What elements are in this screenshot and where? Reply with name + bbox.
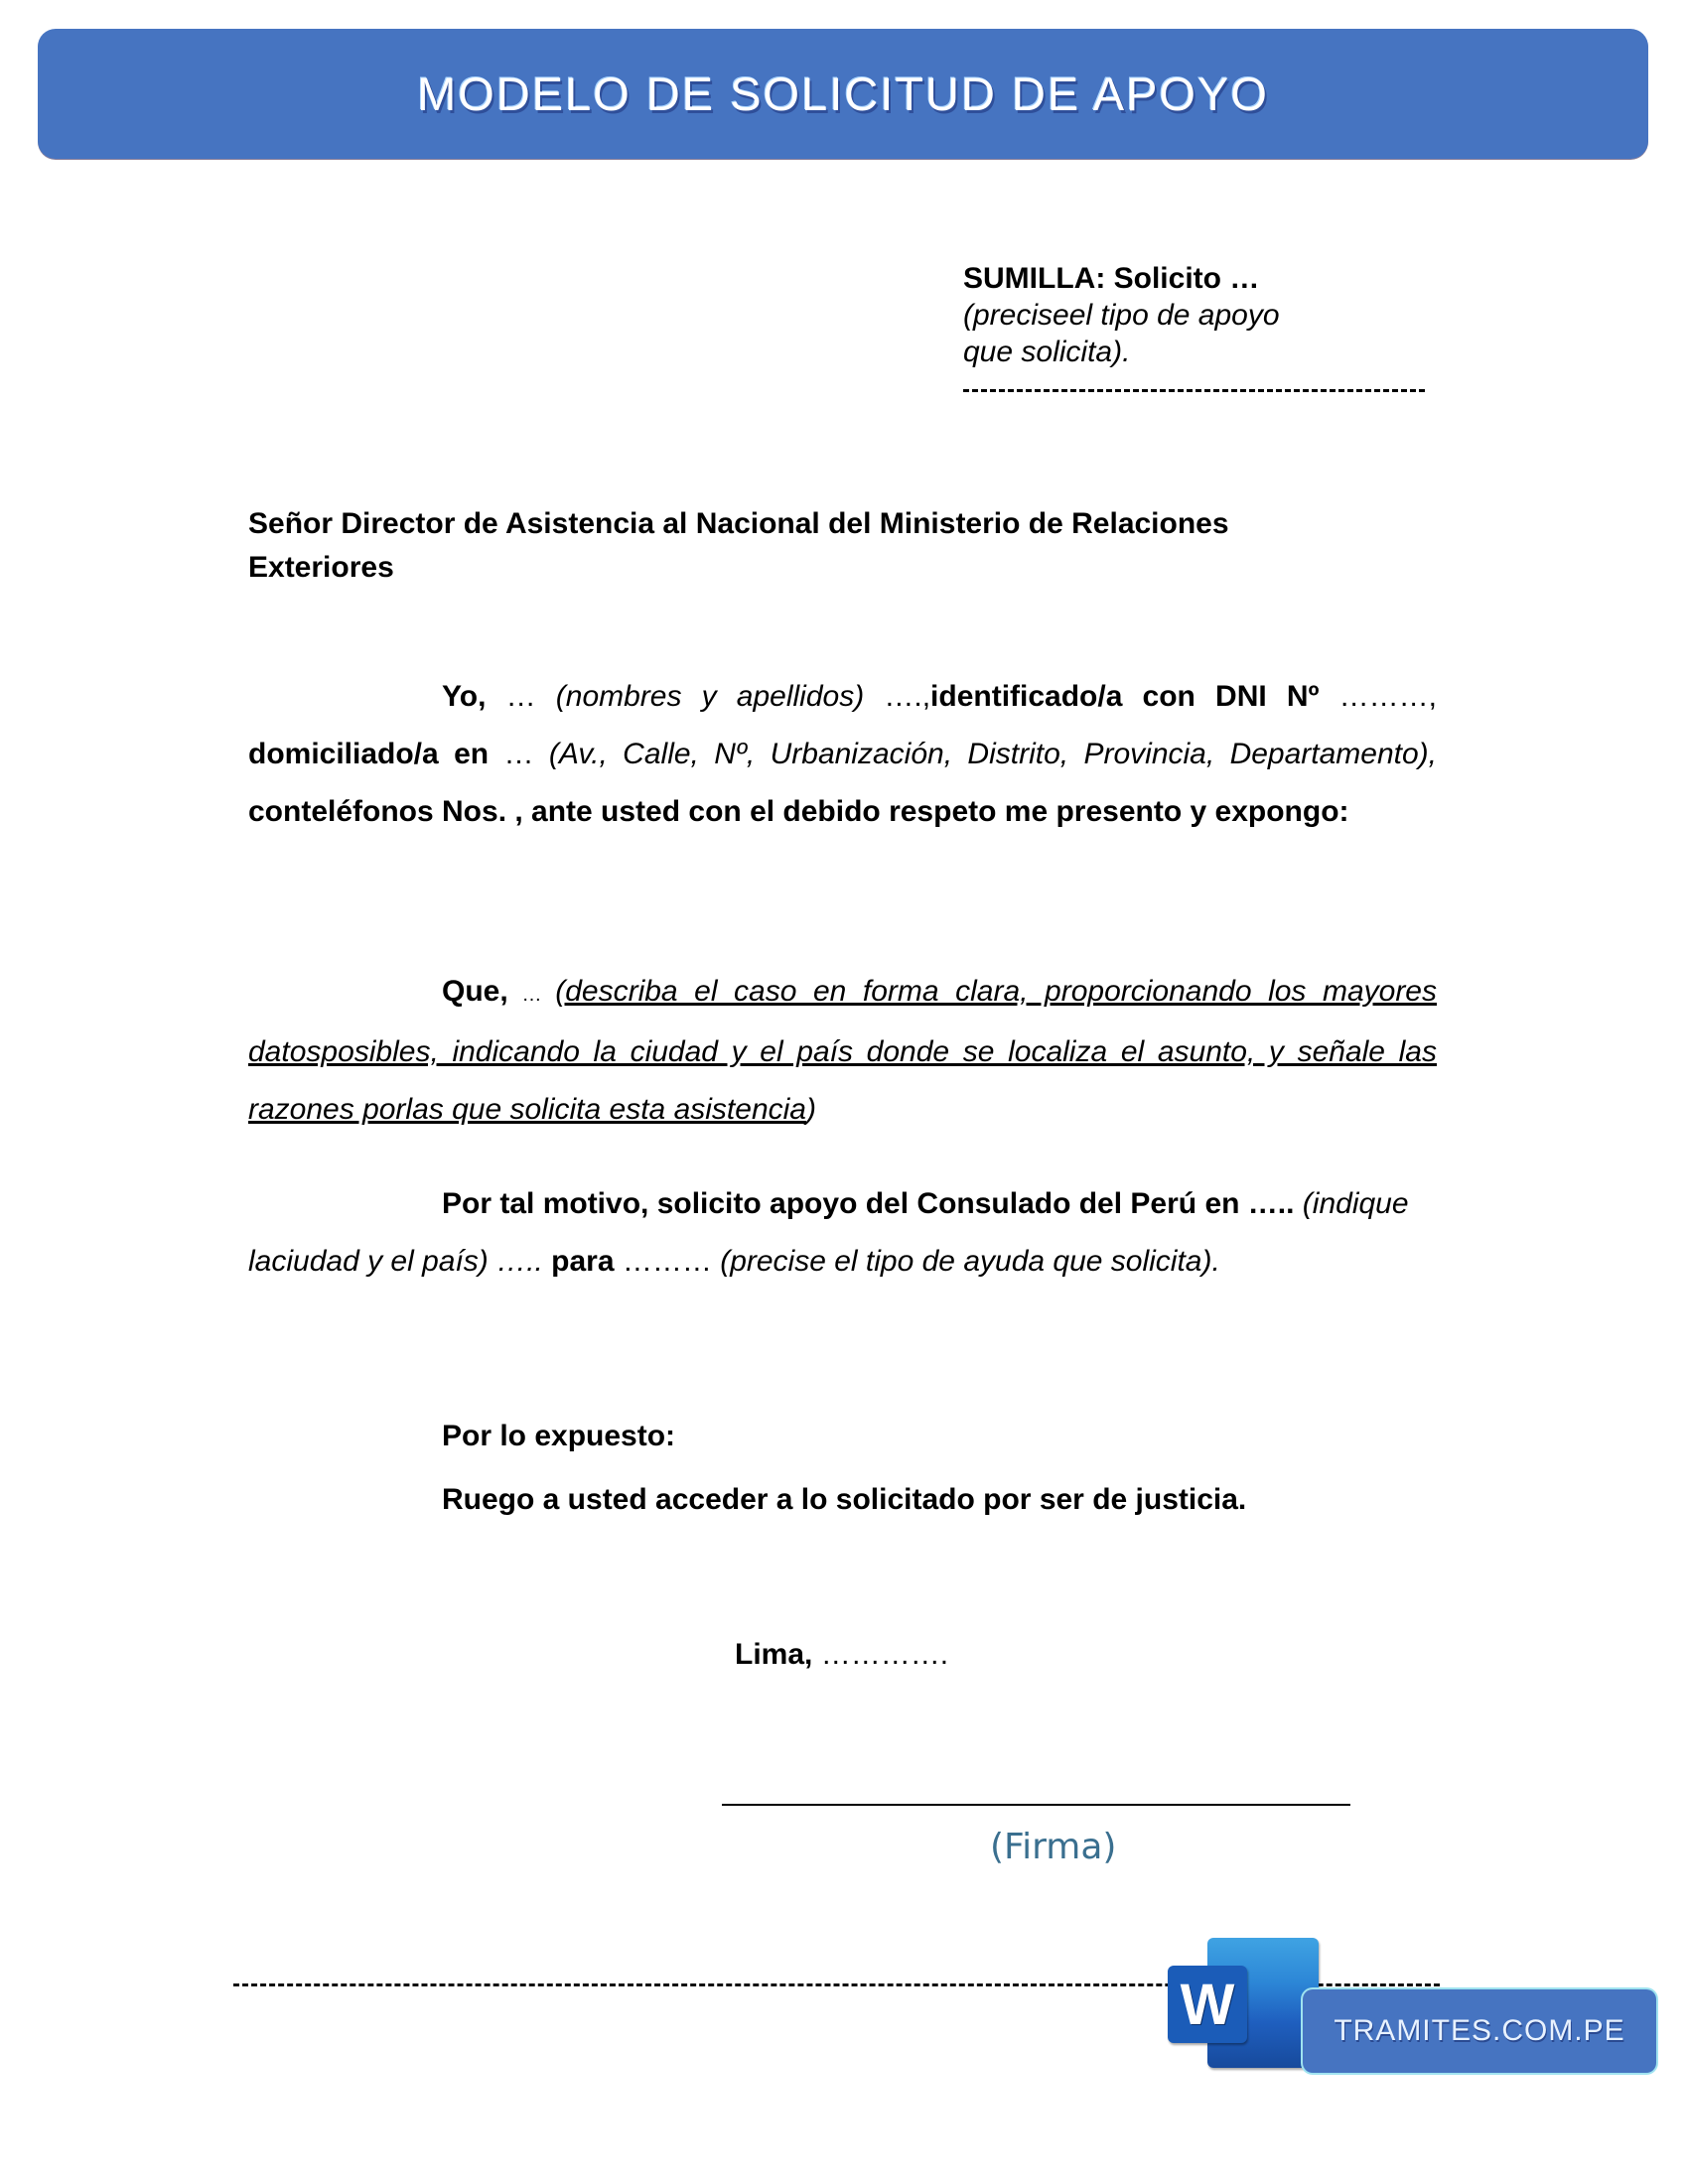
place-date [735, 1638, 948, 1672]
closing-line2: Ruego a usted acceder a lo solicitado por ser de justicia. [442, 1483, 1247, 1516]
addressee [248, 502, 1440, 590]
domicile-label: domiciliado/a en [248, 738, 490, 770]
paragraph-description [248, 963, 1437, 1139]
word-w-icon: W [1168, 1966, 1247, 2043]
document-title: MODELO DE SOLICITUD DE APOYO [417, 68, 1269, 120]
request-lead: Por tal motivo, solicito apoyo del Consulado del Perú en ….. [442, 1187, 1295, 1220]
paragraph-request [248, 1175, 1437, 1291]
sumilla-label: SUMILLA: Solicito … [963, 262, 1260, 295]
sumilla-dashed-rule [963, 389, 1425, 392]
type-placeholder: (precise el tipo de ayuda que solicita). [720, 1245, 1220, 1278]
date-placeholder: …………. [812, 1638, 949, 1671]
dots: …., [864, 680, 931, 713]
paragraph-identification [248, 668, 1437, 841]
tramites-badge[interactable] [1303, 1989, 1656, 2073]
dni-label: identificado/a con DNI Nº [930, 680, 1320, 713]
phones-text: conteléfonos Nos. , ante usted con el debido respeto me presento y expongo: [248, 795, 1349, 828]
dots: … [507, 984, 556, 1006]
addressee-line1: Señor Director de Asistencia al Nacional del Ministerio de Relaciones [248, 507, 1229, 540]
closing-line1: Por lo expuesto: [442, 1420, 676, 1452]
names-placeholder: (nombres y apellidos) [555, 680, 865, 713]
dots: ……… [614, 1245, 721, 1278]
city-label: Lima, [735, 1638, 813, 1671]
address-placeholder: (Av., Calle, Nº, Urbanización, Distrito, Provincia, Departamento), [548, 738, 1438, 770]
signature-label: (Firma) [990, 1827, 1117, 1867]
sumilla-block [963, 260, 1479, 370]
city-placeholder: (indique laciudad y el país) ….. [248, 1187, 1409, 1278]
dots: … [486, 680, 556, 713]
header-banner [38, 29, 1648, 159]
sumilla-hint-line2: que solicita). [963, 336, 1131, 368]
que-label: Que, [442, 975, 508, 1008]
signature-line [722, 1804, 1350, 1806]
addressee-line2: Exteriores [248, 551, 394, 584]
para-label: para [542, 1245, 615, 1278]
description-placeholder: (describa el caso en forma clara, proporcionando los mayores datosposibles, indicando la ciudad y el país donde se localiza el asunto, y señale las razones porlas que solicita esta asistencia [248, 975, 1437, 1126]
dni-placeholder: ………, [1319, 680, 1437, 713]
dots: … [489, 738, 549, 770]
badge-text: TRAMITES.COM.PE [1334, 2014, 1625, 2047]
yo-label: Yo, [442, 680, 487, 713]
close-paren: ) [805, 1093, 816, 1126]
sumilla-hint-line1: (preciseel tipo de apoyo [963, 299, 1280, 332]
